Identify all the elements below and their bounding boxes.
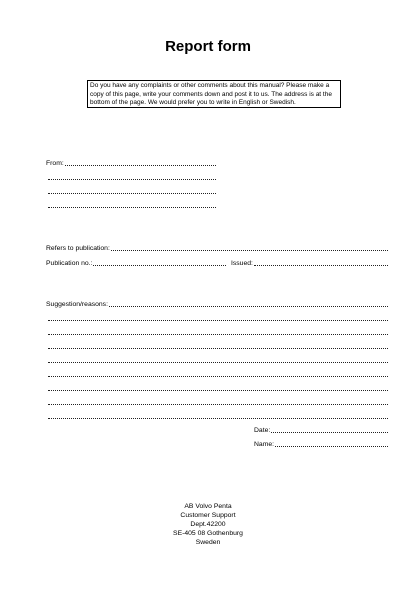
publication-no-label: Publication no.: bbox=[46, 260, 93, 267]
suggestion-extra-line[interactable] bbox=[48, 362, 388, 363]
address-country: Sweden bbox=[195, 539, 221, 546]
instructions-box: Do you have any complaints or other comments about this manual? Please make a copy of this page, write your comments down and post it to us. The address is at the bottom of the page. We would prefer you to write in English or Swedish. bbox=[87, 80, 341, 108]
suggestion-extra-line[interactable] bbox=[48, 404, 388, 405]
from-extra-line[interactable] bbox=[48, 193, 216, 194]
issued-line bbox=[254, 259, 388, 266]
date-line bbox=[271, 426, 388, 433]
address-postcode-city: SE-405 08 Gothenburg bbox=[173, 530, 243, 537]
date-field[interactable] bbox=[254, 426, 388, 434]
suggestion-extra-line[interactable] bbox=[48, 334, 388, 335]
name-field[interactable] bbox=[254, 440, 388, 448]
name-line bbox=[275, 440, 388, 447]
suggestion-extra-line[interactable] bbox=[48, 348, 388, 349]
name-label: Name: bbox=[254, 441, 275, 448]
suggestion-label: Suggestion/reasons: bbox=[46, 301, 108, 308]
from-extra-line[interactable] bbox=[48, 179, 216, 180]
issued-label: Issued: bbox=[231, 260, 253, 267]
address-company: AB Volvo Penta bbox=[184, 503, 232, 510]
publication-no-line bbox=[93, 259, 226, 266]
refers-to-publication-line bbox=[111, 244, 388, 251]
issued-field[interactable] bbox=[231, 259, 388, 267]
from-field[interactable] bbox=[46, 159, 216, 167]
suggestion-extra-line[interactable] bbox=[48, 320, 388, 321]
publication-no-field[interactable] bbox=[46, 259, 226, 267]
suggestion-line bbox=[109, 300, 388, 307]
suggestion-extra-line[interactable] bbox=[48, 418, 388, 419]
suggestion-extra-line[interactable] bbox=[48, 376, 388, 377]
refers-to-publication-label: Refers to publication: bbox=[46, 245, 110, 252]
from-extra-line[interactable] bbox=[48, 207, 216, 208]
postal-address bbox=[0, 502, 416, 547]
address-department: Customer Support bbox=[180, 512, 236, 519]
date-label: Date: bbox=[254, 427, 271, 434]
page-title: Report form bbox=[165, 38, 251, 55]
address-dept-no: Dept.42200 bbox=[190, 521, 226, 528]
from-label: From: bbox=[46, 160, 64, 167]
refers-to-publication-field[interactable] bbox=[46, 244, 388, 252]
from-line bbox=[65, 159, 216, 166]
suggestion-extra-line[interactable] bbox=[48, 390, 388, 391]
suggestion-field[interactable] bbox=[46, 300, 388, 308]
